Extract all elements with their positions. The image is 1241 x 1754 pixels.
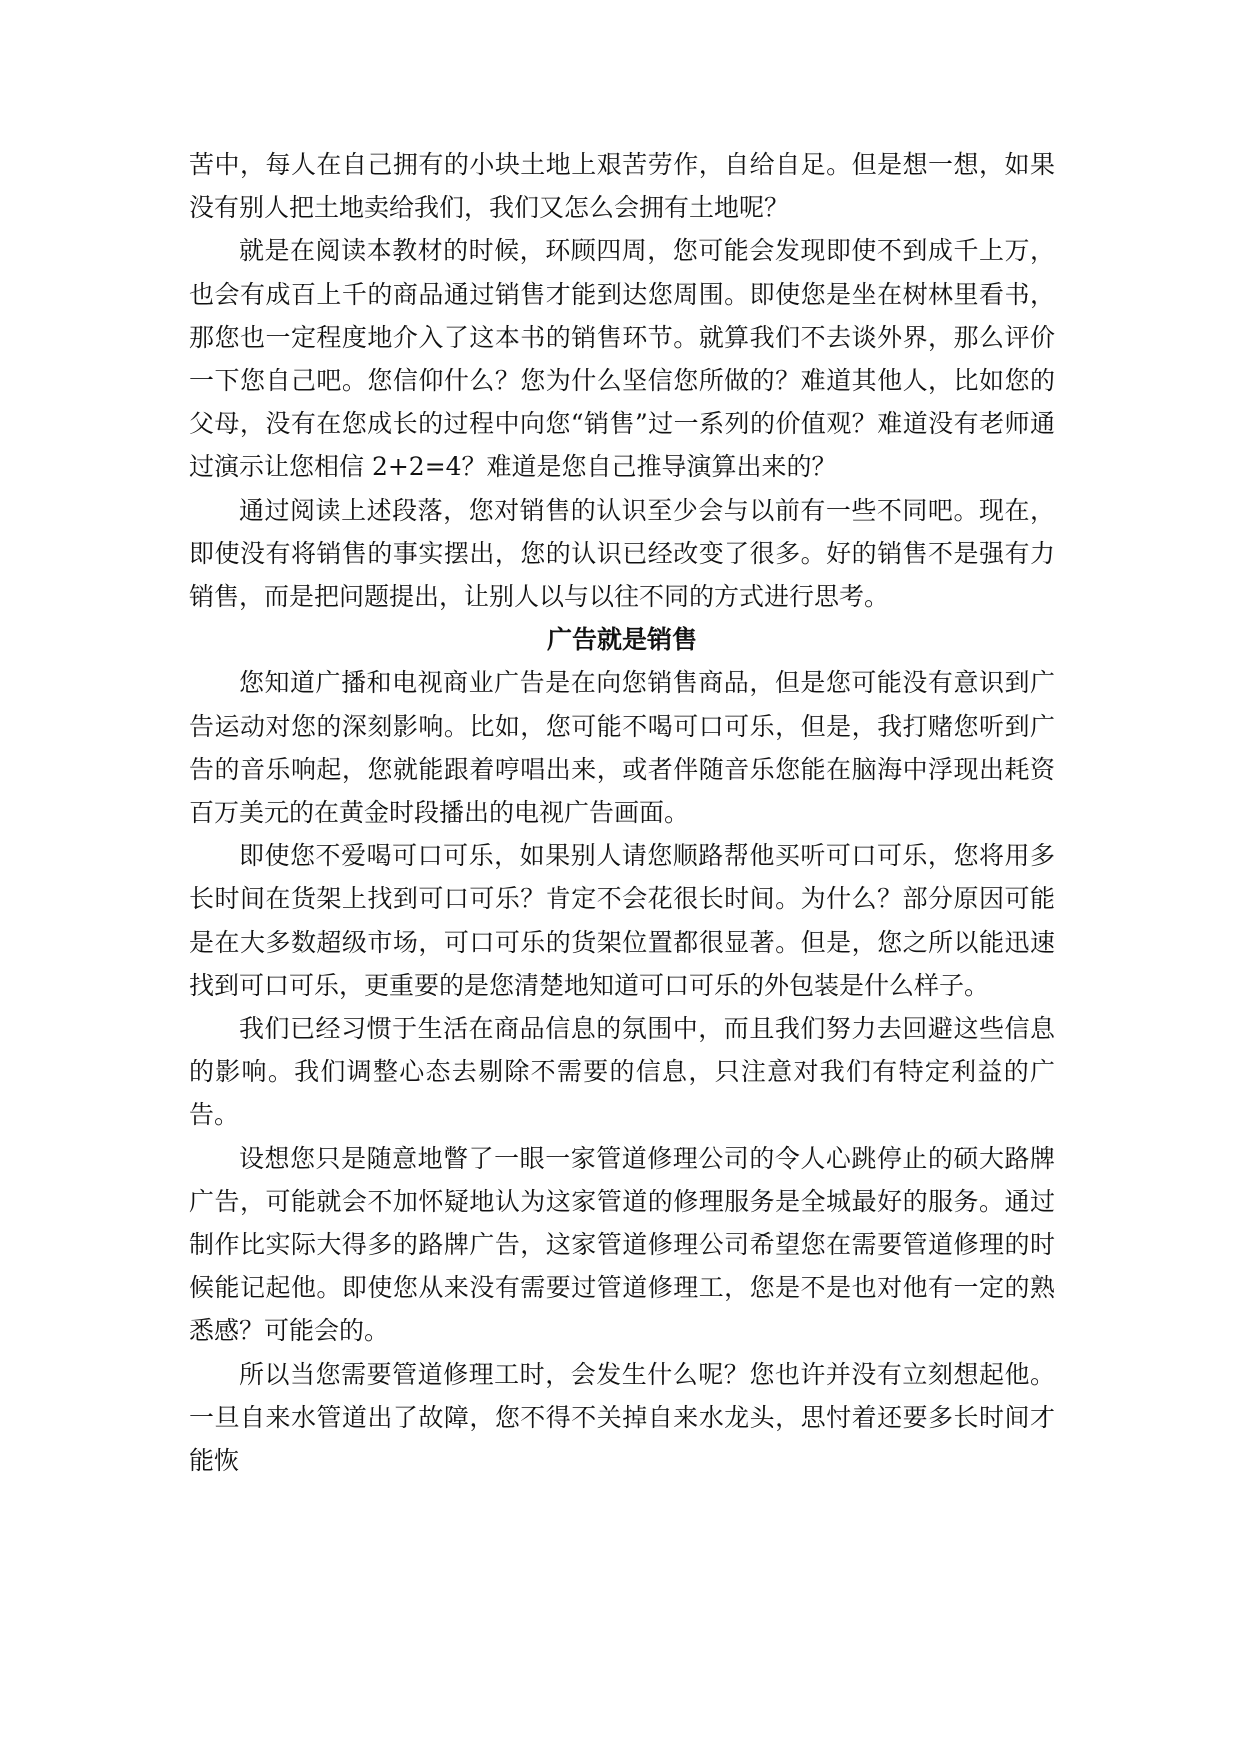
paragraph: 我们已经习惯于生活在商品信息的氛围中，而且我们努力去回避这些信息的影响。我们调整心态去剔除不需要的信息，只注意对我们有特定利益的广告。 bbox=[189, 1014, 1055, 1130]
paragraph: 就是在阅读本教材的时候，环顾四周，您可能会发现即使不到成千上万，也会有成百上千的商品通过销售才能到达您周围。即使您是坐在树林里看书，那您也一定程度地介入了这本书的销售环节。就算我们不去谈外界，那么评价一下您自己吧。您信仰什么？您为什么坚信您所做的？难道其他人，比如您的父母，没有在您成长的过程中向您“销售”过一系列的价值观？难道没有老师通过演示让您相信 2+2=4？难道是您自己推导演算出来的？ bbox=[189, 236, 1055, 482]
paragraph: 所以当您需要管道修理工时，会发生什么呢？您也许并没有立刻想起他。一旦自来水管道出了故障，您不得不关掉自来水龙头，思忖着还要多长时间才能恢 bbox=[189, 1359, 1055, 1476]
paragraph: 通过阅读上述段落，您对销售的认识至少会与以前有一些不同吧。现在，即使没有将销售的事实摆出，您的认识已经改变了很多。好的销售不是强有力销售，而是把问题提出，让别人以与以往不同的方式进行思考。 bbox=[189, 495, 1055, 612]
paragraph: 即使您不爱喝可口可乐，如果别人请您顺路帮他买听可口可乐，您将用多长时间在货架上找到可口可乐？肯定不会花很长时间。为什么？部分原因可能是在大多数超级市场，可口可乐的货架位置都很显著。但是，您之所以能迅速找到可口可乐，更重要的是您清楚地知道可口可乐的外包装是什么样子。 bbox=[189, 841, 1055, 1000]
document-body bbox=[189, 143, 1055, 1482]
paragraph: 设想您只是随意地瞥了一眼一家管道修理公司的令人心跳停止的硕大路牌广告，可能就会不加怀疑地认为这家管道的修理服务是全城最好的服务。通过制作比实际大得多的路牌广告，这家管道修理公司希望您在需要管道修理的时候能记起他。即使您从来没有需要过管道修理工，您是不是也对他有一定的熟悉感？可能会的。 bbox=[189, 1143, 1055, 1346]
section-heading: 广告就是销售 bbox=[546, 625, 697, 655]
paragraph: 您知道广播和电视商业广告是在向您销售商品，但是您可能没有意识到广告运动对您的深刻影响。比如，您可能不喝可口可乐，但是，我打赌您听到广告的音乐响起，您就能跟着哼唱出来，或者伴随音乐您能在脑海中浮现出耗资百万美元的在黄金时段播出的电视广告画面。 bbox=[189, 668, 1055, 828]
paragraph-continuation: 苦中，每人在自己拥有的小块土地上艰苦劳作，自给自足。但是想一想，如果没有别人把土地卖给我们，我们又怎么会拥有土地呢？ bbox=[189, 150, 1055, 223]
